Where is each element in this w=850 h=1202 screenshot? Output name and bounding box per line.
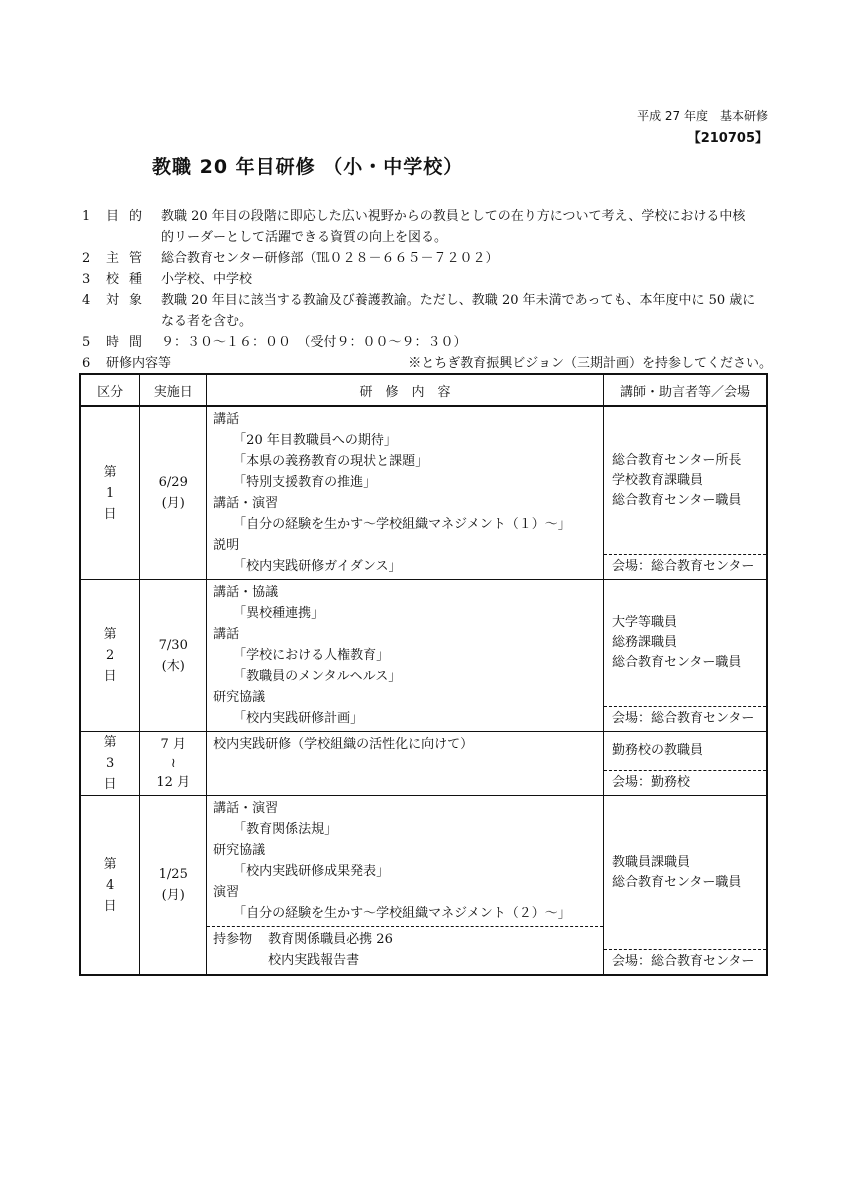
carry-items — [213, 927, 597, 971]
date: 1/25 — [158, 867, 188, 882]
instructor: 勤務校の教職員 — [611, 743, 703, 758]
day-cell: 第 3 日 — [80, 732, 140, 796]
day-cell: 第 4 日 — [80, 796, 140, 976]
item-content-heading — [82, 353, 772, 374]
venue: 会場：総合教育センター — [604, 554, 766, 579]
item-purpose-cont — [82, 227, 772, 248]
schedule-table — [79, 373, 768, 976]
item-number: 6 — [82, 356, 91, 371]
instructor: 総務課職員 — [611, 635, 677, 650]
item-time — [82, 332, 772, 353]
date: 7/30 — [158, 637, 188, 653]
content-cell: 校内実践研修（学校組織の活性化に向けて） — [207, 732, 604, 796]
instructor-cell — [603, 580, 767, 732]
venue: 会場：総合教育センター — [604, 949, 766, 974]
date-range-mark: ≀ — [170, 756, 176, 771]
instructor-cell — [603, 732, 767, 796]
item-text: 教職 20 年目に該当する教諭及び養護教諭。ただし、教職 20 年未満であっても、本年度中に 50 歳に — [161, 293, 756, 308]
item-management — [82, 248, 772, 269]
page-title: 教職 20 年目研修 （小・中学校） — [152, 156, 464, 178]
day-cell: 第 1 日 — [80, 406, 140, 580]
instructor-cell — [603, 406, 767, 580]
item-text: ９：３０～１６：００ （受付９：００～９：３０） — [161, 335, 467, 350]
col-header-instructor: 講師・助言者等／会場 — [603, 374, 767, 406]
instructor: 総合教育センター所長 — [611, 452, 742, 468]
item-target-cont — [82, 311, 772, 332]
content-cell: 講話・演習 「教育関係法規」 研究協議 「校内実践研修成果発表」 演習 「自分の経験を生かす～学校組織マネジメント（２）～」 持参物 教育関係職員必携 26 校内実践報告書 — [207, 796, 604, 976]
overview-items — [82, 206, 772, 374]
weekday: (月) — [161, 888, 185, 903]
item-text-cont: なる者を含む。 — [161, 314, 253, 329]
instructor: 教職員課職員 — [611, 854, 690, 870]
item-label: 研修内容等 — [106, 356, 172, 371]
weekday: (木) — [161, 658, 185, 674]
carry-item: 教育関係職員必携 26 — [268, 932, 393, 947]
table-row — [80, 580, 767, 732]
bring-note: ※とちぎ教育振興ビジョン（三期計画）を持参してください。 — [408, 356, 772, 371]
date-cell — [140, 796, 207, 976]
instructor: 大学等職員 — [611, 615, 677, 630]
date-cell — [140, 580, 207, 732]
table-row — [80, 732, 767, 796]
item-number: 4 — [82, 293, 91, 308]
col-header-division: 区分 — [80, 374, 140, 406]
carry-item: 校内実践報告書 — [268, 953, 360, 968]
fiscal-year-label: 平成 27 年度 基本研修 — [637, 109, 768, 123]
date: 6/29 — [158, 475, 188, 490]
col-header-date: 実施日 — [140, 374, 207, 406]
venue: 会場：勤務校 — [604, 770, 766, 795]
item-text: 教職 20 年目の段階に即応した広い視野からの教員としての在り方について考え、学校における中核 — [161, 209, 746, 224]
weekday: (月) — [161, 496, 185, 511]
instructor: 総合教育センター職員 — [611, 874, 742, 890]
instructor: 学校教育課職員 — [611, 472, 703, 488]
item-text: 小学校、中学校 — [161, 272, 253, 287]
item-label: 校種 — [106, 272, 153, 287]
instructor: 総合教育センター職員 — [611, 655, 742, 670]
item-school-type — [82, 269, 772, 290]
item-text: 総合教育センター研修部（℡０２８－６６５－７２０２） — [161, 251, 499, 266]
item-number: 1 — [82, 209, 91, 224]
item-target — [82, 290, 772, 311]
date-cell — [140, 732, 207, 796]
date-cell — [140, 406, 207, 580]
instructor-cell — [603, 796, 767, 976]
item-number: 5 — [82, 335, 91, 350]
carry-label: 持参物 — [213, 932, 253, 947]
col-header-content: 研 修 内 容 — [207, 374, 604, 406]
item-label: 時間 — [106, 335, 153, 350]
date-start: 7 月 — [160, 737, 186, 752]
venue: 会場：総合教育センター — [604, 706, 766, 731]
item-text-cont: 的リーダーとして活躍できる資質の向上を図る。 — [161, 230, 448, 245]
table-header-row — [80, 374, 767, 406]
content-cell: 講話・協議 「異校種連携」 講話 「学校における人権教育」 「教職員のメンタルヘルス」 研究協議 「校内実践研修計画」 — [207, 580, 604, 732]
content-cell: 講話 「20 年目教職員への期待」 「本県の義務教育の現状と課題」 「特別支援教育の推進」 講話・演習 「自分の経験を生かす～学校組織マネジメント（１）～」 説明 「校内実践研修ガイダンス」 — [207, 406, 604, 580]
day-cell: 第 2 日 — [80, 580, 140, 732]
table-row — [80, 796, 767, 976]
instructor: 総合教育センター職員 — [611, 492, 742, 508]
item-number: 2 — [82, 251, 91, 266]
item-purpose — [82, 206, 772, 227]
course-code: 【210705】 — [687, 131, 768, 146]
date-end: 12 月 — [156, 775, 191, 790]
item-label: 主管 — [106, 251, 153, 266]
table-row — [80, 406, 767, 580]
item-number: 3 — [82, 272, 91, 287]
item-label: 対象 — [106, 293, 153, 308]
item-label: 目的 — [106, 209, 153, 224]
